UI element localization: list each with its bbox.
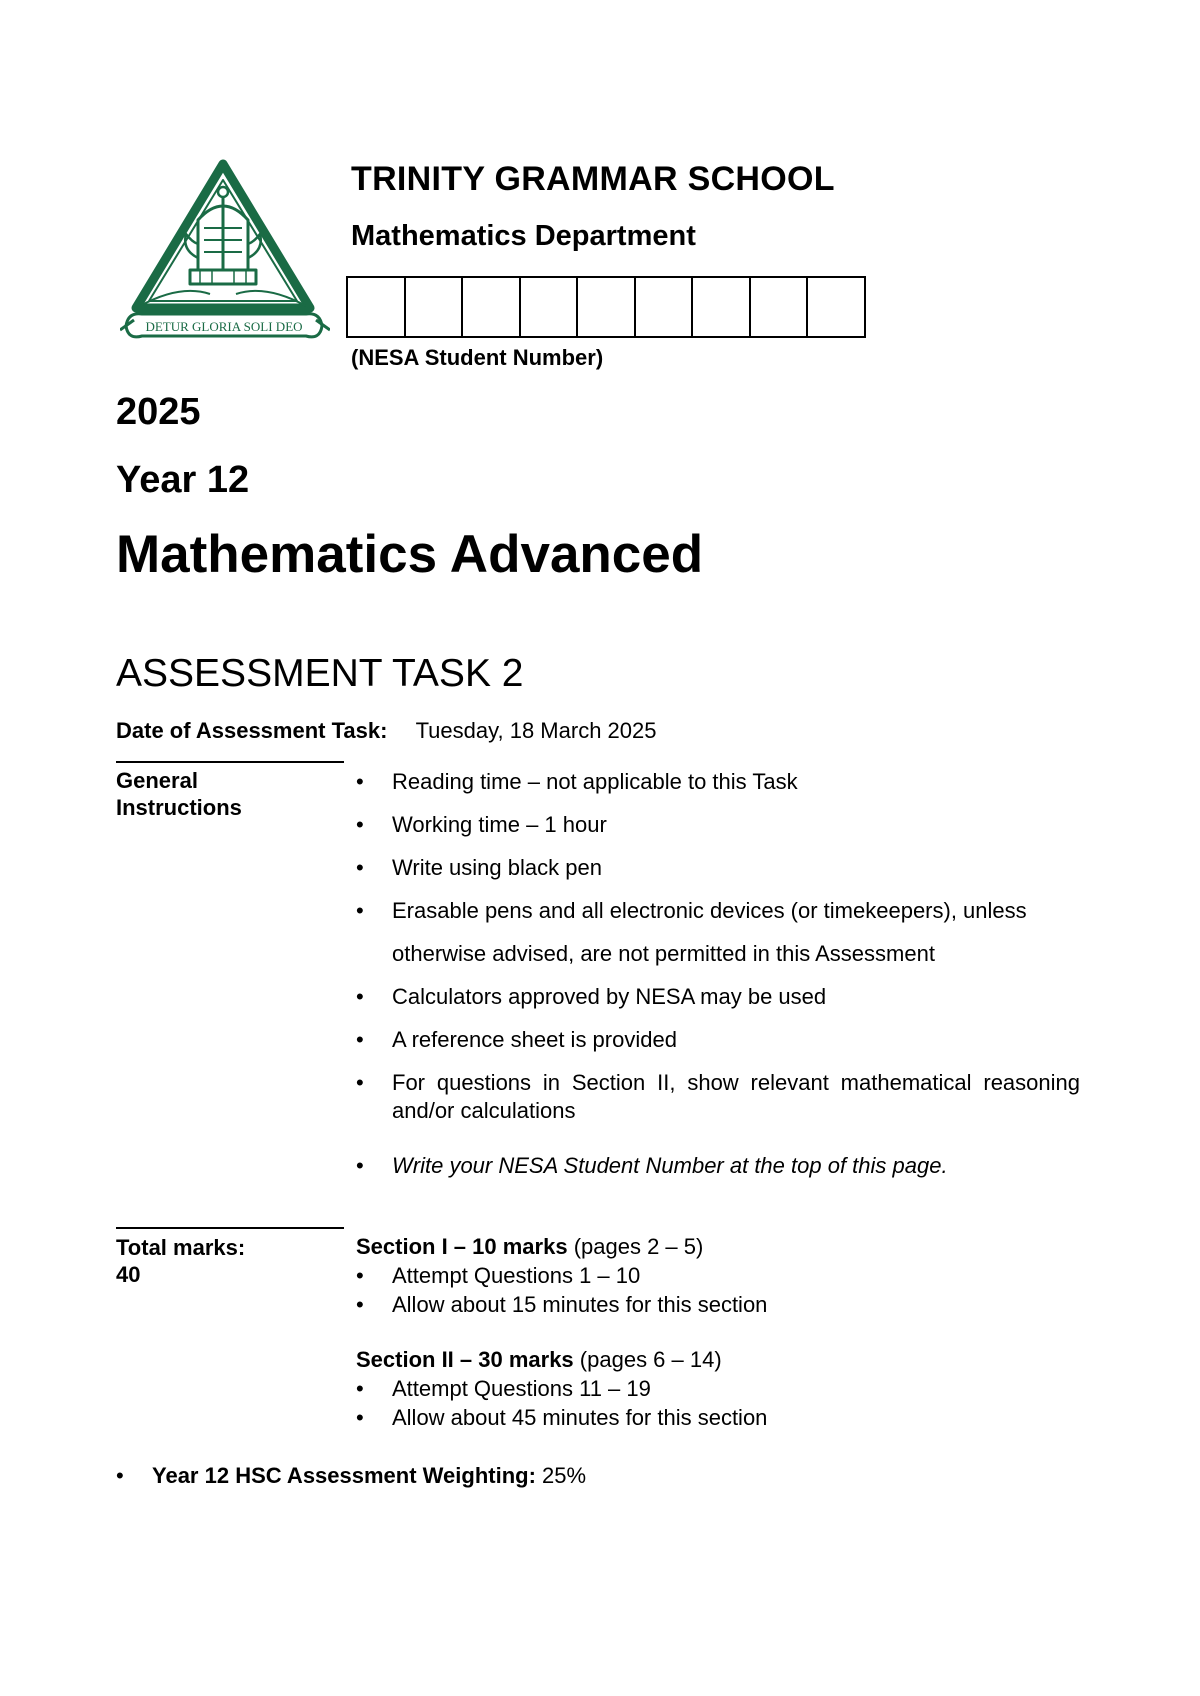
bullet-icon: • — [356, 1292, 364, 1317]
bullet-icon: • — [356, 769, 364, 794]
list-item-text: Allow about 45 minutes for this section — [392, 1405, 768, 1430]
student-number-box[interactable] — [406, 278, 464, 336]
total-marks — [116, 1234, 245, 1288]
section-title: Section I – 10 marks — [356, 1234, 568, 1259]
student-number-box[interactable] — [808, 278, 866, 336]
list-item-text: Attempt Questions 11 – 19 — [392, 1376, 651, 1401]
list-item — [356, 1374, 1080, 1403]
section-heading — [356, 1345, 1080, 1374]
section-one — [356, 1232, 1080, 1319]
list-item-text: Reading time – not applicable to this Task — [392, 769, 798, 794]
section-divider — [116, 1227, 344, 1229]
bullet-icon: • — [356, 1027, 364, 1052]
weighting-label: Year 12 HSC Assessment Weighting: — [152, 1463, 536, 1488]
list-item — [356, 1290, 1080, 1319]
list-item — [356, 889, 1080, 975]
list-item-text: A reference sheet is provided — [392, 1027, 677, 1052]
department-name: Mathematics Department — [351, 220, 696, 252]
assessment-date-label: Date of Assessment Task: — [116, 718, 388, 743]
section-pages: (pages 6 – 14) — [579, 1347, 722, 1372]
section-heading — [356, 1232, 1080, 1261]
list-item — [356, 803, 1080, 846]
section-list — [356, 1261, 1080, 1319]
student-number-box[interactable] — [348, 278, 406, 336]
section-pages: (pages 2 – 5) — [573, 1234, 704, 1259]
task-title: ASSESSMENT TASK 2 — [116, 652, 524, 695]
list-item-text: Erasable pens and all electronic devices (or timekeepers), unless otherwise advised, are not permitted in this Assessment — [392, 898, 1027, 966]
bullet-icon: • — [356, 855, 364, 880]
assessment-date-value: Tuesday, 18 March 2025 — [415, 718, 657, 743]
total-marks-label: Total marks: — [116, 1235, 246, 1260]
course-title: Mathematics Advanced — [116, 525, 704, 584]
student-number-label: (NESA Student Number) — [351, 345, 604, 370]
list-item-text: Working time – 1 hour — [392, 812, 607, 837]
list-item — [356, 846, 1080, 889]
bullet-icon: • — [356, 898, 364, 923]
bullet-icon: • — [356, 812, 364, 837]
bullet-icon: • — [356, 984, 364, 1009]
bullet-icon: • — [116, 1463, 124, 1488]
bullet-icon: • — [356, 1263, 364, 1288]
assessment-weighting — [116, 1463, 586, 1489]
list-item-text: Write your NESA Student Number at the top of this page. — [392, 1153, 948, 1178]
school-crest-icon — [120, 158, 330, 350]
list-item-text: Write using black pen — [392, 855, 602, 880]
total-marks-value: 40 — [116, 1262, 141, 1287]
list-item — [356, 1261, 1080, 1290]
list-item — [356, 1061, 1080, 1132]
general-instructions-label — [116, 767, 242, 821]
list-item — [356, 1018, 1080, 1061]
student-number-box[interactable] — [751, 278, 809, 336]
student-number-box[interactable] — [636, 278, 694, 336]
section-title: Section II – 30 marks — [356, 1347, 574, 1372]
crest-motto: DETUR GLORIA SOLI DEO — [145, 319, 303, 334]
list-item — [356, 1403, 1080, 1432]
bullet-icon: • — [356, 1376, 364, 1401]
weighting-value: 25% — [542, 1463, 587, 1488]
section-two — [356, 1345, 1080, 1432]
school-name: TRINITY GRAMMAR SCHOOL — [351, 160, 835, 198]
bullet-icon: • — [356, 1070, 364, 1095]
list-item — [356, 760, 1080, 803]
bullet-icon: • — [356, 1153, 364, 1178]
assessment-date — [116, 718, 656, 744]
section-list — [356, 1374, 1080, 1432]
list-item-text: Attempt Questions 1 – 10 — [392, 1263, 641, 1288]
list-item-text: For questions in Section II, show relevant mathematical reasoning and/or calculations — [392, 1070, 1080, 1123]
student-number-box[interactable] — [463, 278, 521, 336]
bullet-icon: • — [356, 1405, 364, 1430]
year-level: Year 12 — [116, 459, 250, 501]
list-item — [356, 1132, 1080, 1187]
student-number-boxes[interactable] — [346, 276, 866, 338]
general-instructions-list — [356, 760, 1080, 1187]
student-number-box[interactable] — [578, 278, 636, 336]
student-number-box[interactable] — [521, 278, 579, 336]
label-line: Instructions — [116, 795, 242, 820]
section-divider — [116, 761, 344, 763]
list-item-text: Allow about 15 minutes for this section — [392, 1292, 768, 1317]
label-line: General — [116, 768, 198, 793]
list-item-text: Calculators approved by NESA may be used — [392, 984, 827, 1009]
list-item — [356, 975, 1080, 1018]
student-number-box[interactable] — [693, 278, 751, 336]
exam-year: 2025 — [116, 391, 201, 433]
